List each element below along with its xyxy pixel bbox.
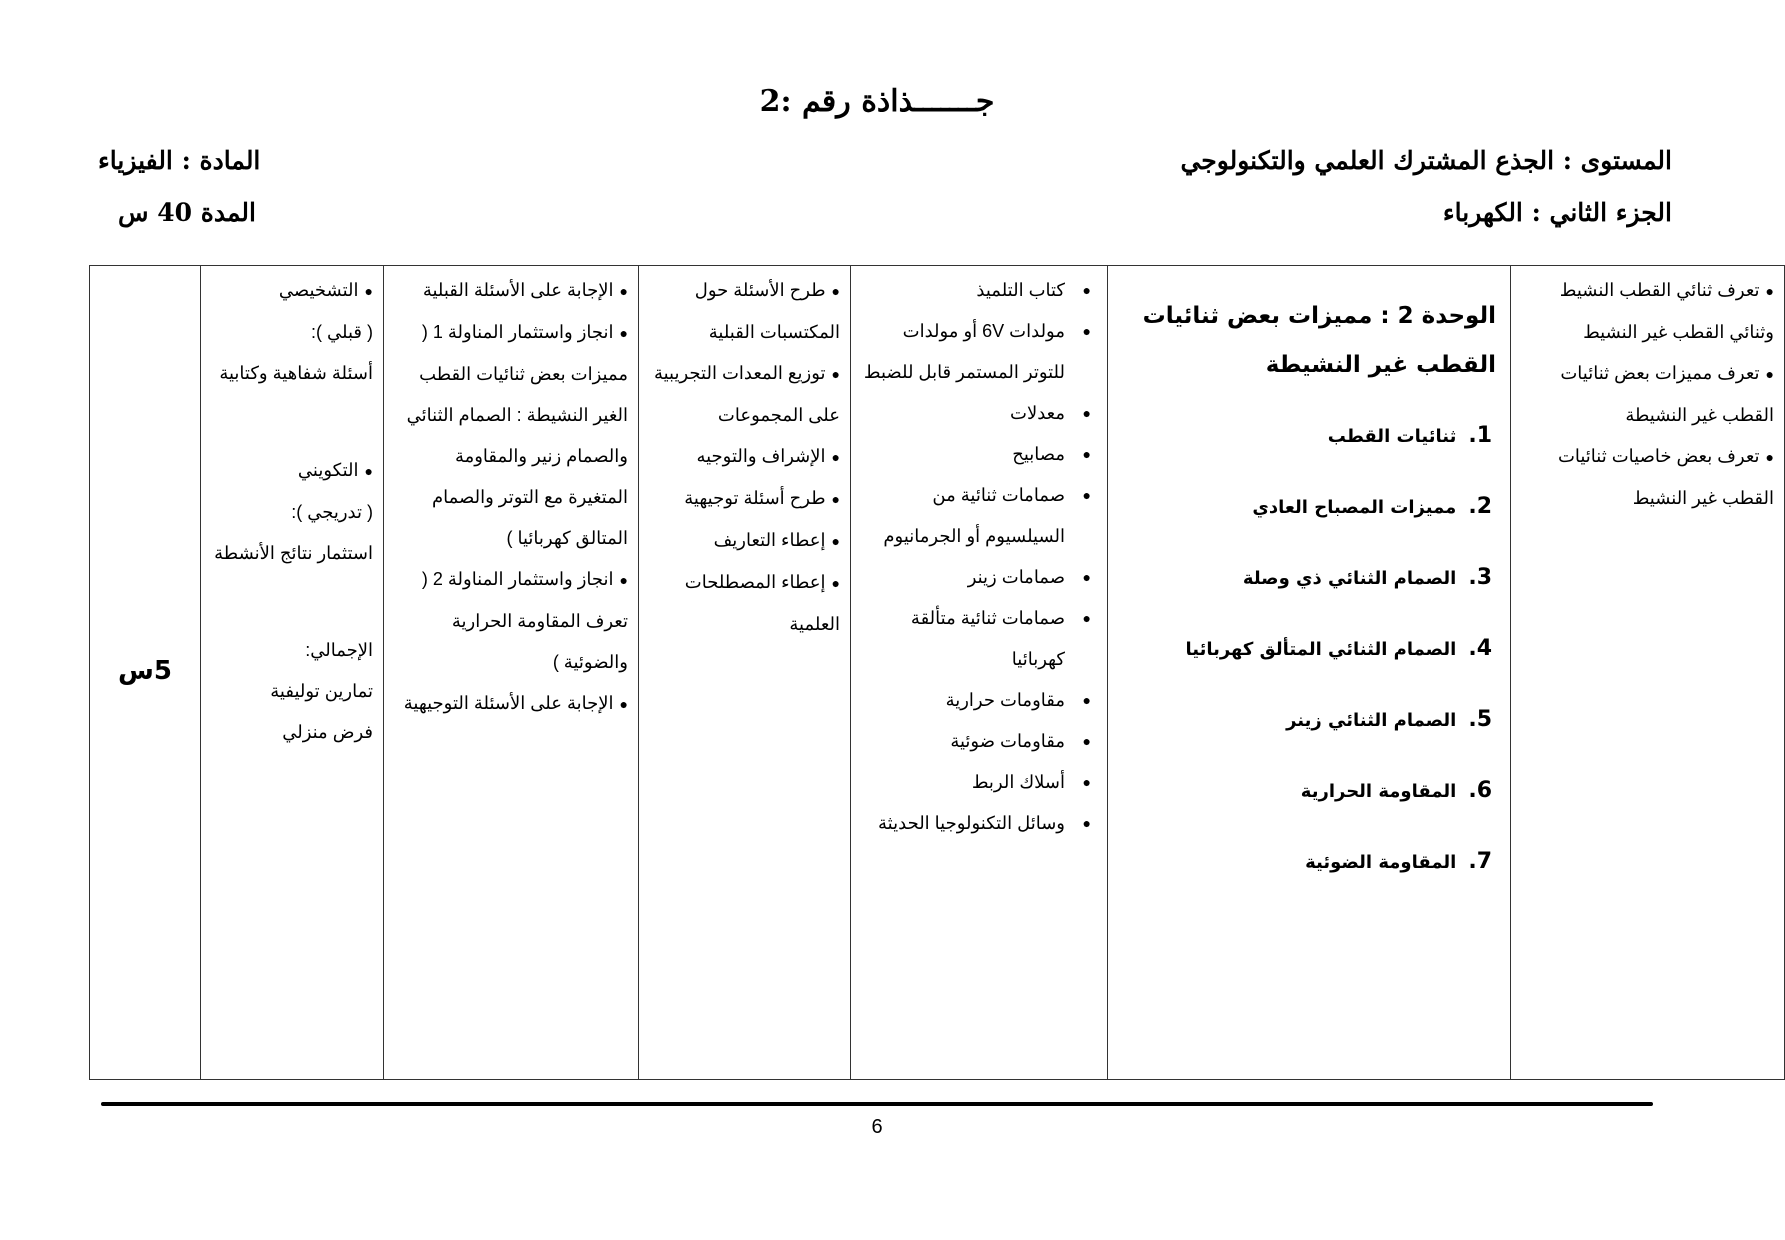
tool-item: ● أسلاك الربط <box>861 762 1097 803</box>
diagnostic-eval-sub: ( قبلي ): <box>311 322 373 342</box>
topic-item: 2.مميزات المصباح العادي <box>1252 494 1492 519</box>
topics-list <box>1118 416 1500 913</box>
tool-item: ● صمامات زينر <box>861 557 1097 598</box>
topic-item: 6.المقاومة الحرارية <box>1300 778 1492 803</box>
goal-item: ●تعرف ثنائي القطب النشيط وثنائي القطب غير النشيط <box>1559 280 1774 342</box>
tool-item: ● صمامات ثنائية متألقة كهربائيا <box>861 598 1097 680</box>
bullet-icon: ● <box>619 696 628 712</box>
bullet-icon: ● <box>1082 487 1091 503</box>
tool-item: ● مولدات 6V أو مولدات للتوتر المستمر قابل للضبط <box>861 311 1097 393</box>
learner-activities-cell <box>384 266 639 1080</box>
teacher-activity: ●الإشراف والتوجيه <box>696 446 840 466</box>
bullet-icon: ● <box>1082 569 1091 585</box>
bullet-icon: ● <box>1765 283 1774 299</box>
bullet-icon: ● <box>1082 774 1091 790</box>
topic-item: 1.ثنائيات القطب <box>1327 423 1492 448</box>
topic-item: 3.الصمام الثنائي ذي وصلة <box>1242 565 1492 590</box>
summative-eval-title: الإجمالي: <box>305 640 373 660</box>
bullet-icon: ● <box>831 491 840 507</box>
tools-cell <box>851 266 1108 1080</box>
teacher-activity: ●إعطاء التعاريف <box>713 530 840 550</box>
bullet-icon: ● <box>1765 449 1774 465</box>
bullet-icon: ● <box>619 283 628 299</box>
learner-activities-list <box>394 270 628 725</box>
tool-item: ● مقاومات حرارية <box>861 680 1097 721</box>
tool-item: ● صمامات ثنائية من السيلسيوم أو الجرمانيوم <box>861 475 1097 557</box>
bullet-icon: ● <box>1082 610 1091 626</box>
time-label: 5س <box>118 656 172 686</box>
teacher-activities-cell <box>639 266 851 1080</box>
bullet-icon: ● <box>364 463 373 479</box>
learner-activity: ●الإجابة على الأسئلة القبلية <box>422 280 628 300</box>
bullet-icon: ● <box>619 572 628 588</box>
formative-eval-title: ●التكويني <box>297 460 373 480</box>
teacher-activities-list <box>649 270 840 645</box>
teacher-activity: ●إعطاء المصطلحات العلمية <box>684 572 840 634</box>
page-title: جـــــــذاذة رقم :2 <box>759 84 995 119</box>
bullet-icon: ● <box>831 575 840 591</box>
learner-activity: ●الإجابة على الأسئلة التوجيهية <box>403 693 628 713</box>
page-number: 6 <box>871 1116 883 1138</box>
teacher-activity: ●طرح أسئلة توجيهية <box>684 488 840 508</box>
summative-eval-line: فرض منزلي <box>282 722 373 742</box>
evaluation-cell <box>201 266 384 1080</box>
content-cell <box>1108 266 1511 1080</box>
topic-item: 5.الصمام الثنائي زينر <box>1286 707 1492 732</box>
goals-list <box>1521 270 1774 519</box>
goals-cell <box>1511 266 1785 1080</box>
unit-title: الوحدة 2 : مميزات بعض ثنائيات القطب غير النشيطة <box>1142 303 1496 378</box>
goal-item: ●تعرف مميزات بعض ثنائيات القطب غير النشيطة <box>1560 363 1774 425</box>
bullet-icon: ● <box>1082 323 1091 339</box>
goal-item: ●تعرف بعض خاصيات ثنائيات القطب غير النشيط <box>1557 446 1774 508</box>
bullet-icon: ● <box>831 449 840 465</box>
teacher-activity: ●توزيع المعدات التجريبية على المجموعات <box>653 363 840 425</box>
topic-item: 7.المقاومة الضوئية <box>1305 849 1492 874</box>
bullet-icon: ● <box>1765 366 1774 382</box>
bullet-icon: ● <box>619 325 628 341</box>
time-cell <box>90 266 201 1080</box>
footer-rule <box>101 1102 1653 1106</box>
bullet-icon: ● <box>1082 446 1091 462</box>
bullet-icon: ● <box>1082 282 1091 298</box>
diagnostic-eval-title: ●التشخيصي <box>278 280 373 300</box>
tool-item: ● كتاب التلميذ <box>861 270 1097 311</box>
bullet-icon: ● <box>1082 405 1091 421</box>
bullet-icon: ● <box>831 366 840 382</box>
formative-eval-desc: استثمار نتائج الأنشطة <box>214 543 373 563</box>
teacher-activity: ●طرح الأسئلة حول المكتسبات القبلية <box>694 280 840 342</box>
tool-item: ● مقاومات ضوئية <box>861 721 1097 762</box>
formative-eval-sub: ( تدريجي ): <box>291 502 373 522</box>
tool-item: ● مصابيح <box>861 434 1097 475</box>
lesson-plan-row <box>90 266 1785 1080</box>
summative-eval-line: تمارين توليفية <box>270 681 373 701</box>
lesson-plan-table <box>89 265 1785 1080</box>
bullet-icon: ● <box>1082 692 1091 708</box>
bullet-icon: ● <box>831 533 840 549</box>
bullet-icon: ● <box>364 283 373 299</box>
duration-label: المدة 40 س <box>118 198 256 227</box>
learner-activity: ●انجاز واستثمار المناولة 2 ( تعرف المقاومة الحرارية والضوئية ) <box>421 569 628 672</box>
learner-activity: ●انجاز واستثمار المناولة 1 ( مميزات بعض ثنائيات القطب الغير النشيطة : الصمام الثنائي والصمام زنير والمقاومة المتغيرة مع التوتر والصمام المتالق كهربائيا ) <box>406 322 628 548</box>
tool-item: ● وسائل التكنولوجيا الحديثة <box>861 803 1097 844</box>
tool-item: ● معدلات <box>861 393 1097 434</box>
bullet-icon: ● <box>831 283 840 299</box>
subject-label: المادة : الفيزياء <box>98 146 261 175</box>
bullet-icon: ● <box>1082 815 1091 831</box>
bullet-icon: ● <box>1082 733 1091 749</box>
level-label: المستوى : الجذع المشترك العلمي والتكنولوجي <box>1180 146 1672 175</box>
topic-item: 4.الصمام الثنائي المتألق كهربائيا <box>1185 636 1492 661</box>
part-label: الجزء الثاني : الكهرباء <box>1442 198 1672 227</box>
diagnostic-eval-desc: أسئلة شفاهية وكتابية <box>219 363 373 383</box>
